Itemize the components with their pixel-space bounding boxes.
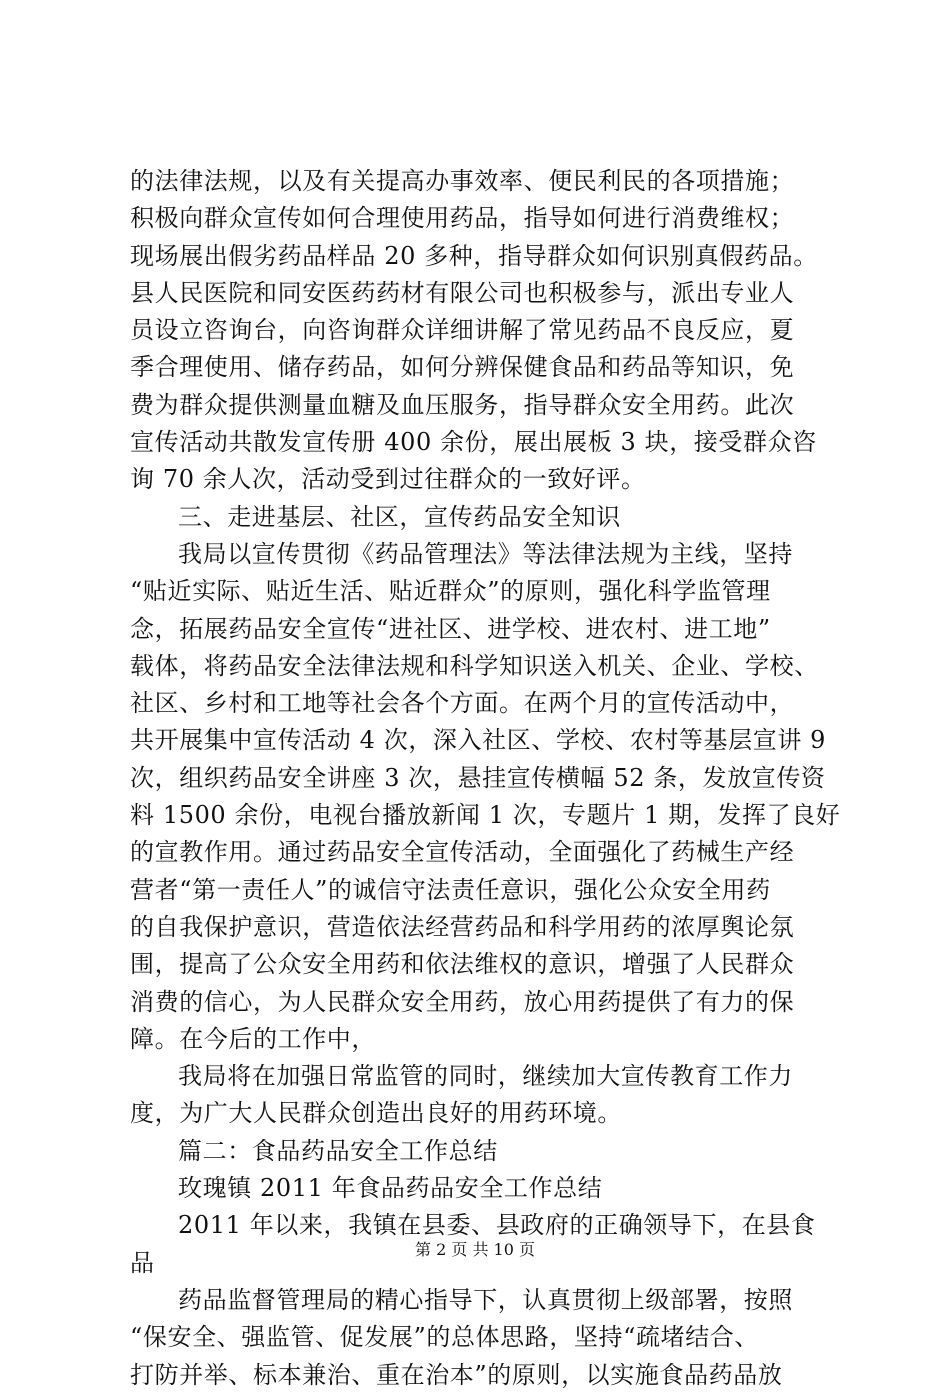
text-line: 营者“第一责任人”的诚信守法责任意识，强化公众安全用药 xyxy=(130,875,771,904)
text-line: 载体，将药品安全法律法规和科学知识送入机关、企业、学校、 xyxy=(130,651,819,680)
text-line: “保安全、强监管、促发展”的总体思路，坚持“疏堵结合、 xyxy=(130,1323,760,1352)
text-line: 念，拓展药品安全宣传“进社区、进学校、进农村、进工地” xyxy=(130,614,771,643)
text-line: 社区、乡村和工地等社会各个方面。在两个月的宣传活动中， xyxy=(130,689,795,718)
text-line: 的自我保护意识，营造依法经营药品和科学用药的浓厚舆论氛 xyxy=(130,912,795,941)
text-line: 2011 年以来，我镇在县委、县政府的正确领导下，在县食 xyxy=(178,1211,816,1240)
text-line: 我局以宣传贯彻《药品管理法》等法律法规为主线，坚持 xyxy=(178,539,793,568)
text-line: 品 xyxy=(130,1248,155,1277)
text-line: 打防并举、标本兼治、重在治本”的原则，以实施食品药品放 xyxy=(130,1360,783,1389)
text-line: 现场展出假劣药品样品 20 多种，指导群众如何识别真假药品。 xyxy=(130,241,818,270)
text-line: 料 1500 余份，电视台播放新闻 1 次，专题片 1 期，发挥了良好 xyxy=(130,801,841,830)
page-number-footer: 第 2 页 共 10 页 xyxy=(415,1240,535,1259)
text-line: 围，提高了公众安全用药和依法维权的意识，增强了人民群众 xyxy=(130,950,795,979)
text-line: 积极向群众宣传如何合理使用药品，指导如何进行消费维权； xyxy=(130,204,795,233)
text-line: 消费的信心，为人民群众安全用药，放心用药提供了有力的保 xyxy=(130,987,795,1016)
text-line: 员设立咨询台，向咨询群众详细讲解了常见药品不良反应，夏 xyxy=(130,316,795,345)
text-line: 的宣教作用。通过药品安全宣传活动，全面强化了药械生产经 xyxy=(130,838,795,867)
section-heading: 篇二：食品药品安全工作总结 xyxy=(178,1136,498,1165)
text-line: 次，组织药品安全讲座 3 次，悬挂宣传横幅 52 条，发放宣传资 xyxy=(130,763,826,792)
text-line: 共开展集中宣传活动 4 次，深入社区、学校、农村等基层宣讲 9 xyxy=(130,726,827,755)
text-line: 县人民医院和同安医药药材有限公司也积极参与，派出专业人 xyxy=(130,278,795,307)
section-heading: 三、走进基层、社区，宣传药品安全知识 xyxy=(178,502,621,531)
text-line: “贴近实际、贴近生活、贴近群众”的原则，强化科学监管理 xyxy=(130,577,771,606)
text-line: 宣传活动共散发宣传册 400 余份，展出展板 3 块，接受群众咨 xyxy=(130,428,817,457)
text-line: 费为群众提供测量血糖及血压服务，指导群众安全用药。此次 xyxy=(130,390,795,419)
text-line: 障。在今后的工作中， xyxy=(130,1024,376,1053)
text-line: 的法律法规，以及有关提高办事效率、便民利民的各项措施； xyxy=(130,167,795,195)
text-line: 询 70 余人次，活动受到过往群众的一致好评。 xyxy=(130,465,646,494)
text-line: 季合理使用、储存药品，如何分辨保健食品和药品等知识，免 xyxy=(130,353,795,382)
text-line: 度，为广大人民群众创造出良好的用药环境。 xyxy=(130,1099,622,1128)
text-line: 药品监督管理局的精心指导下，认真贯彻上级部署，按照 xyxy=(178,1285,793,1314)
document-body xyxy=(130,163,841,1394)
document-title: 玫瑰镇 2011 年食品药品安全工作总结 xyxy=(178,1174,603,1203)
text-line: 我局将在加强日常监管的同时，继续加大宣传教育工作力 xyxy=(178,1062,793,1091)
